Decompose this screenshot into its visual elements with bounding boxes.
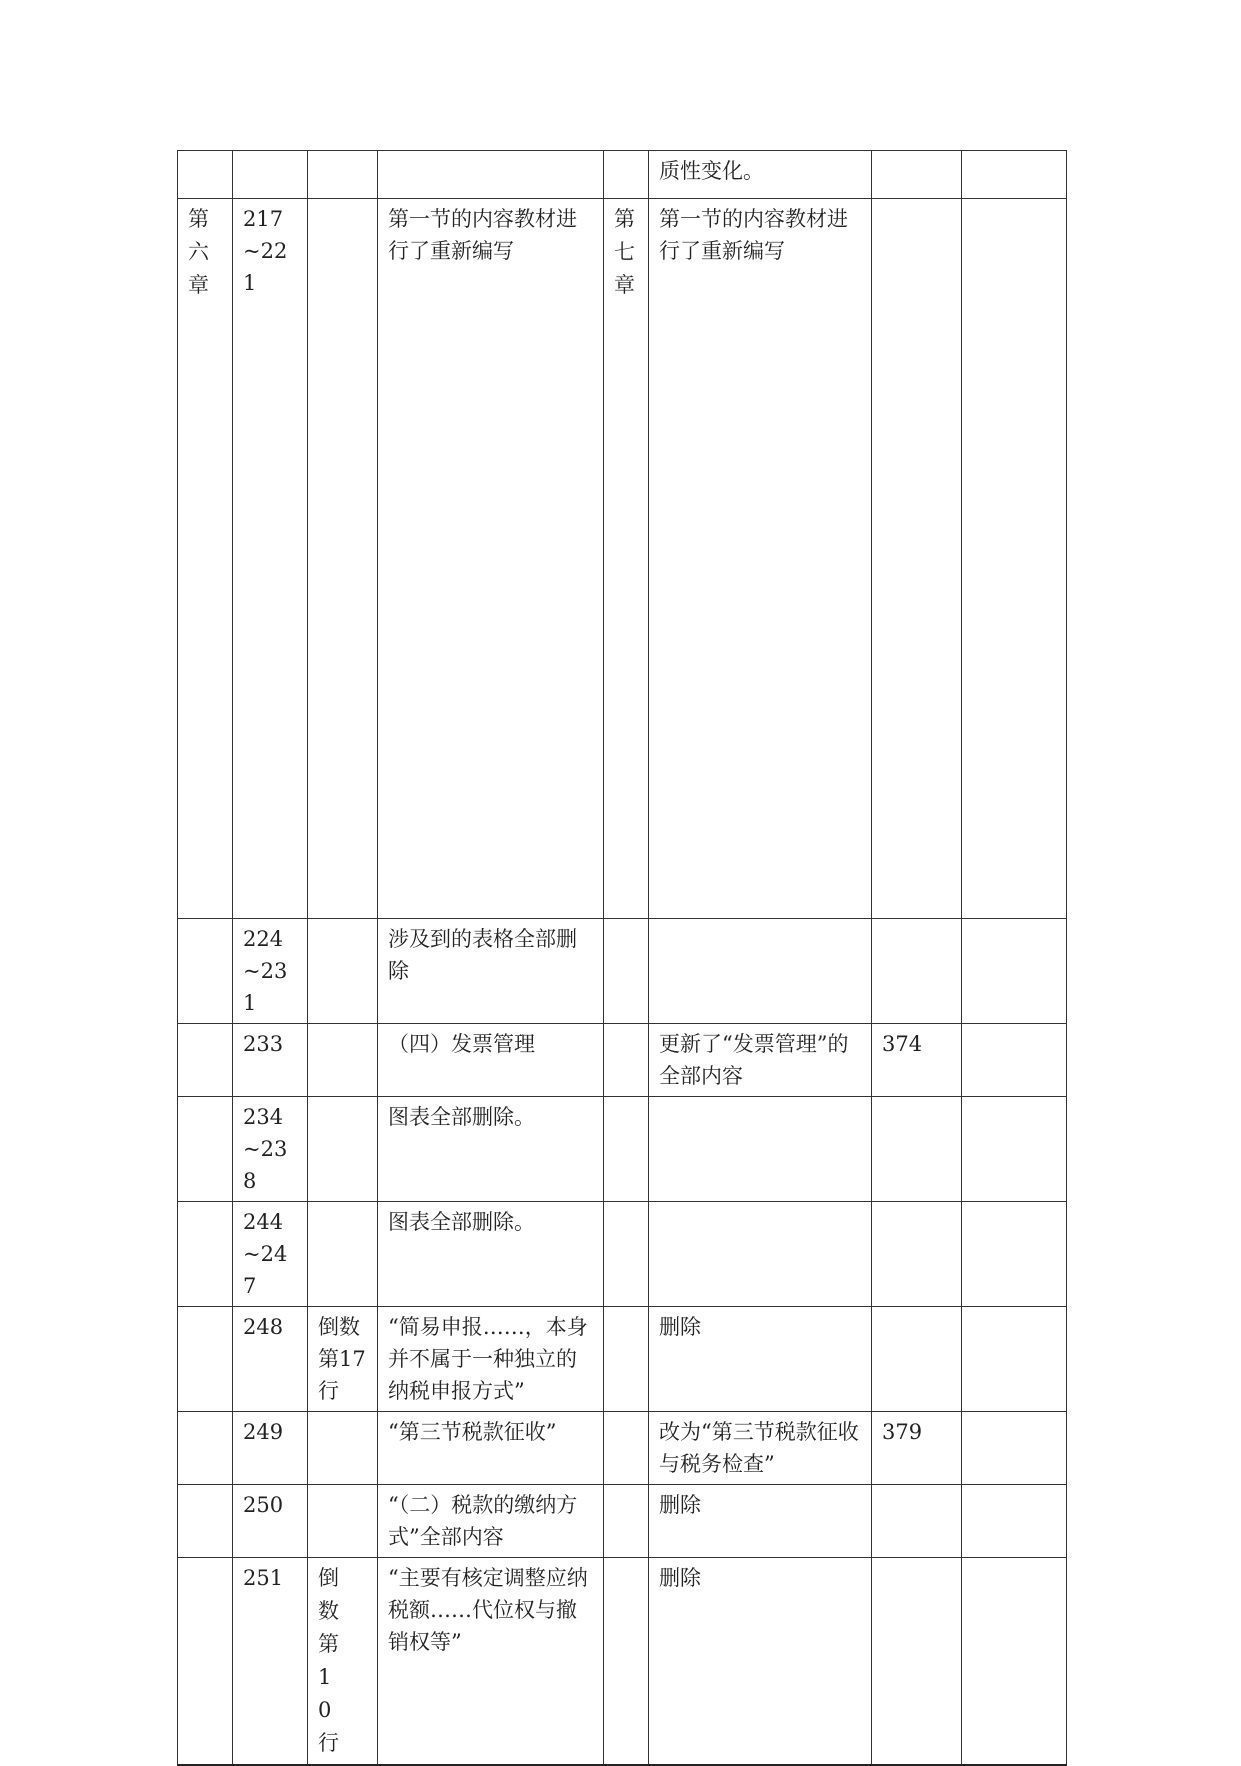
page-cell: 244~247: [233, 1202, 308, 1307]
line-cell: [308, 1024, 378, 1097]
chapter-cell: [178, 919, 233, 1024]
chapter-cell: [178, 1097, 233, 1202]
chapter-cell: [178, 151, 233, 199]
page-cell: 249: [233, 1412, 308, 1485]
new-chapter-cell: [604, 1024, 649, 1097]
note-cell: [962, 1307, 1067, 1412]
note-cell: [962, 1485, 1067, 1558]
new-page-cell: [872, 1202, 962, 1307]
note-cell: [962, 1202, 1067, 1307]
new-chapter-cell: [604, 1202, 649, 1307]
note-cell: [962, 199, 1067, 919]
line-cell: [308, 1485, 378, 1558]
table-row: [178, 1485, 1067, 1558]
original-text-cell: 第一节的内容教材进行了重新编写: [378, 199, 604, 919]
chapter-cell: [178, 1485, 233, 1558]
original-text-cell: 图表全部删除。: [378, 1202, 604, 1307]
table-row: [178, 1097, 1067, 1202]
original-text-cell: （四）发票管理: [378, 1024, 604, 1097]
page-cell: 250: [233, 1485, 308, 1558]
table-row: [178, 1558, 1067, 1766]
page-cell: 234~238: [233, 1097, 308, 1202]
page-cell: [233, 151, 308, 199]
original-text-cell: “简易申报……，本身并不属于一种独立的纳税申报方式”: [378, 1307, 604, 1412]
table-row: [178, 1412, 1067, 1485]
note-cell: [962, 1097, 1067, 1202]
chapter-cell: [178, 1412, 233, 1485]
original-text-cell: 图表全部删除。: [378, 1097, 604, 1202]
page-cell: 224~231: [233, 919, 308, 1024]
line-label: 倒数第10行: [318, 1566, 339, 1755]
new-chapter-cell: [604, 1412, 649, 1485]
new-page-cell: [872, 151, 962, 199]
line-cell: [308, 919, 378, 1024]
line-cell: [308, 151, 378, 199]
new-chapter-cell: [604, 151, 649, 199]
line-cell: [308, 1558, 378, 1766]
new-chapter-cell: [604, 919, 649, 1024]
chapter-cell: [178, 1307, 233, 1412]
line-cell: [308, 1412, 378, 1485]
page-cell: 248: [233, 1307, 308, 1412]
original-text-cell: “主要有核定调整应纳税额……代位权与撤销权等”: [378, 1558, 604, 1766]
chapter-label: 第六章: [188, 207, 209, 297]
table-row: [178, 199, 1067, 919]
new-page-cell: 379: [872, 1412, 962, 1485]
change-cell: 质性变化。: [649, 151, 872, 199]
line-cell: 倒数第17行: [308, 1307, 378, 1412]
note-cell: [962, 919, 1067, 1024]
table-row: [178, 1202, 1067, 1307]
change-cell: 改为“第三节税款征收与税务检查”: [649, 1412, 872, 1485]
new-chapter-label: 第七章: [614, 207, 635, 297]
new-page-cell: 374: [872, 1024, 962, 1097]
new-chapter-cell: [604, 1558, 649, 1766]
original-text-cell: 涉及到的表格全部删除: [378, 919, 604, 1024]
new-page-cell: [872, 919, 962, 1024]
page-cell: 233: [233, 1024, 308, 1097]
line-cell: [308, 199, 378, 919]
note-cell: [962, 1024, 1067, 1097]
new-chapter-cell: [604, 1307, 649, 1412]
change-cell: [649, 1097, 872, 1202]
table-row: [178, 1307, 1067, 1412]
table-row: [178, 151, 1067, 199]
change-cell: 删除: [649, 1485, 872, 1558]
chapter-cell: [178, 199, 233, 919]
new-chapter-cell: [604, 1097, 649, 1202]
change-cell: [649, 1202, 872, 1307]
chapter-cell: [178, 1024, 233, 1097]
revision-table: [177, 150, 1067, 1766]
table-row: [178, 919, 1067, 1024]
page-cell: 217~221: [233, 199, 308, 919]
new-page-cell: [872, 1485, 962, 1558]
change-cell: 第一节的内容教材进行了重新编写: [649, 199, 872, 919]
note-cell: [962, 1412, 1067, 1485]
new-page-cell: [872, 1097, 962, 1202]
new-chapter-cell: [604, 199, 649, 919]
chapter-cell: [178, 1558, 233, 1766]
line-cell: [308, 1202, 378, 1307]
change-cell: 删除: [649, 1558, 872, 1766]
page-cell: 251: [233, 1558, 308, 1766]
new-page-cell: [872, 199, 962, 919]
chapter-cell: [178, 1202, 233, 1307]
change-cell: 更新了“发票管理”的全部内容: [649, 1024, 872, 1097]
table-row: [178, 1024, 1067, 1097]
new-page-cell: [872, 1307, 962, 1412]
new-page-cell: [872, 1558, 962, 1766]
note-cell: [962, 1558, 1067, 1766]
original-text-cell: [378, 151, 604, 199]
new-chapter-cell: [604, 1485, 649, 1558]
original-text-cell: “（二）税款的缴纳方式”全部内容: [378, 1485, 604, 1558]
change-cell: [649, 919, 872, 1024]
note-cell: [962, 151, 1067, 199]
original-text-cell: “第三节税款征收”: [378, 1412, 604, 1485]
change-cell: 删除: [649, 1307, 872, 1412]
line-cell: [308, 1097, 378, 1202]
